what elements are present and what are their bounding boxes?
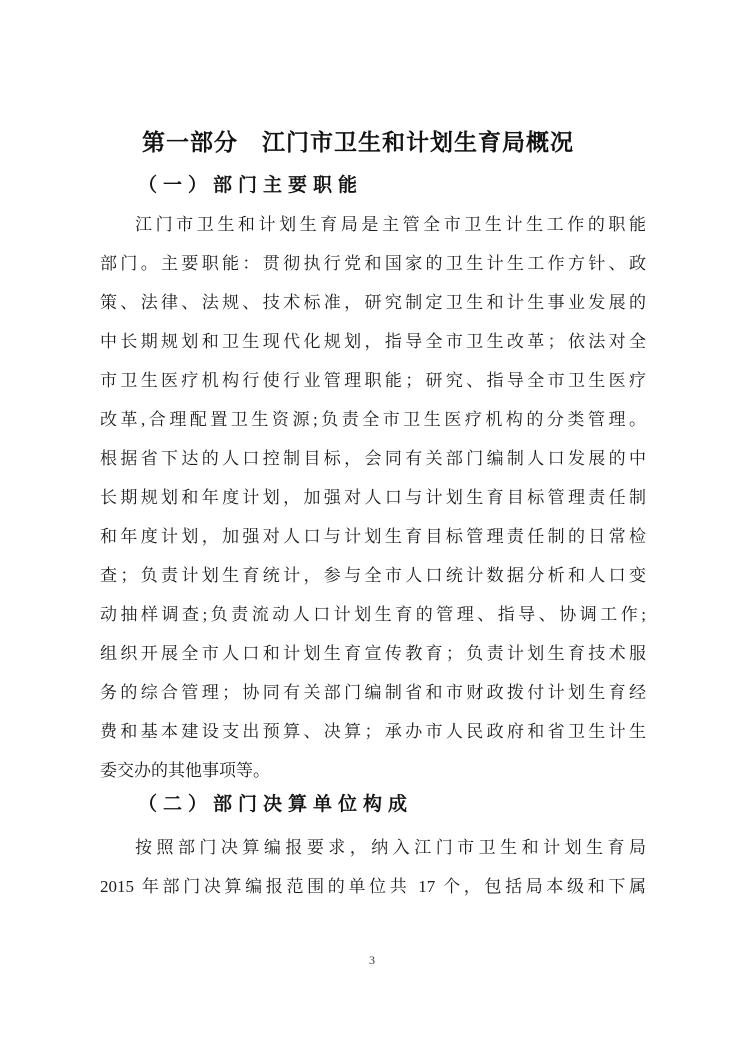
section-1-heading: （一）部门主要职能 [138,175,364,196]
text-line: 江门市卫生和计划生育局是主管全市卫生计生工作的职能 [135,215,646,234]
text-line: 2015 年部门决算编报范围的单位共 17 个，包括局本级和下属 [100,877,646,896]
text-line: 中长期规划和卫生现代化规划，指导全市卫生改革；依法对全 [100,332,646,351]
text-line: 部门。主要职能：贯彻执行党和国家的卫生计生工作方针、政 [100,254,646,273]
text-line: 费和基本建设支出预算、决算；承办市人民政府和省卫生计生 [100,722,646,741]
text-line: 查；负责计划生育统计，参与全市人口统计数据分析和人口变 [100,566,646,585]
text-line: 长期规划和年度计划，加强对人口与计划生育目标管理责任制 [100,488,646,507]
section-budget-unit-composition [100,790,646,906]
document-title: 第一部分 江门市卫生和计划生育局概况 [142,130,574,155]
page-number: 3 [369,953,375,967]
text-line: 动抽样调查;负责流动人口计划生育的管理、指导、协调工作; [100,605,646,624]
text-line: 按照部门决算编报要求，纳入江门市卫生和计划生育局 [135,838,646,857]
text-line: 务的综合管理；协同有关部门编制省和市财政拨付计划生育经 [100,683,646,702]
text-line: 根据省下达的人口控制目标，会同有关部门编制人口发展的中 [100,449,646,468]
section-2-paragraph [100,828,646,906]
document-content [100,126,646,906]
section-main-functions [100,171,646,790]
text-line: 组织开展全市人口和计划生育宣传教育；负责计划生育技术服 [100,644,646,663]
section-2-heading: （二）部门决算单位构成 [138,794,414,815]
text-line: 策、法律、法规、技术标准，研究制定卫生和计生事业发展的 [100,293,646,312]
section-1-paragraph [100,205,646,790]
text-line: 委交办的其他事项等。 [100,761,270,780]
text-line: 改革,合理配置卫生资源;负责全市卫生医疗机构的分类管理。 [100,410,646,429]
text-line: 和年度计划，加强对人口与计划生育目标管理责任制的日常检 [100,527,646,546]
text-line: 市卫生医疗机构行使行业管理职能；研究、指导全市卫生医疗 [100,371,646,390]
